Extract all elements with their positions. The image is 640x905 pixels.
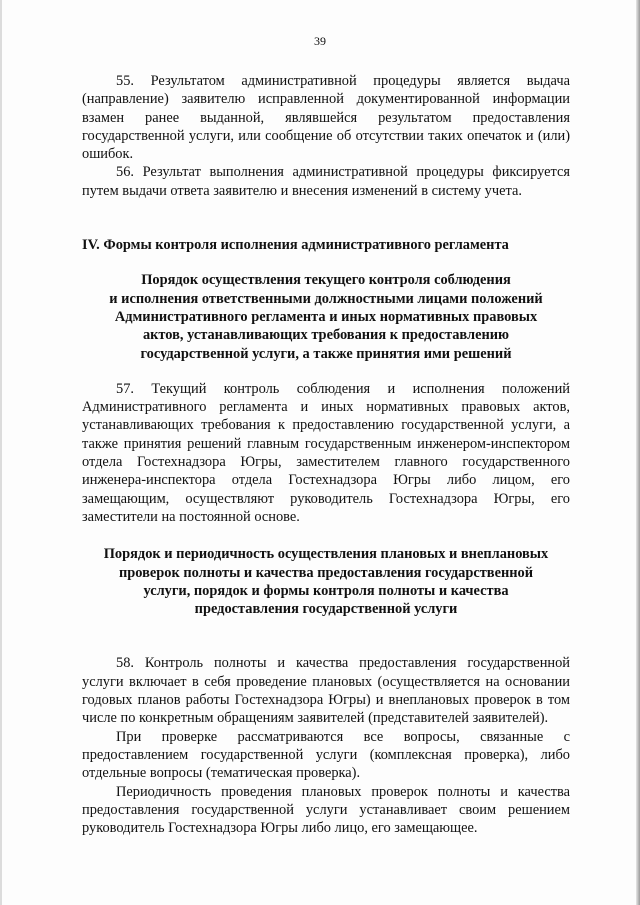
page-edge-right — [636, 0, 640, 905]
subheading-line: Порядок осуществления текущего контроля соблюдения — [141, 272, 511, 289]
subheading-line: Административного регламента и иных нормативных правовых — [114, 308, 538, 325]
paragraph-inspection-frequency: Периодичность проведения плановых проверок полноты и качества предоставления государственной услуги устанавливает своим решением руководитель Гостехнадзора Югры либо лицо, его замещающее. — [82, 783, 570, 837]
subheading-inspections — [82, 545, 570, 618]
section-heading: IV. Формы контроля исполнения административного регламента — [82, 237, 509, 254]
subheading-line: государственной услуги, а также принятия ими решений — [140, 345, 512, 362]
page-number: 39 — [314, 34, 326, 48]
paragraph-inspection-scope: При проверке рассматриваются все вопросы, связанные с предоставлением государственной услуги (комплексная проверка), либо отдельные вопросы (тематическая проверка). — [82, 728, 570, 782]
page-edge-left — [0, 0, 2, 905]
subheading-line: проверок полноты и качества предоставления государственной — [118, 564, 534, 581]
subheading-line: Порядок и периодичность осуществления плановых и внеплановых — [103, 546, 549, 563]
paragraph-55: 55. Результатом административной процедуры является выдача (направление) заявителю исправленной документированной информации взамен ранее выданной, являвшейся результатом предоставления государственной услуги, или сообщение об отсутствии таких опечаток и (или) ошибок. — [82, 73, 570, 163]
subheading-line: и исполнения ответственными должностными лицами положений — [109, 290, 543, 307]
subheading-line: услуги, порядок и формы контроля полноты и качества — [143, 582, 509, 599]
subheading-line: предоставления государственной услуги — [194, 601, 458, 618]
paragraph-58: 58. Контроль полноты и качества предоставления государственной услуги включает в себя проведение плановых (осуществляется на основании годовых планов работы Гостехнадзора Югры) и внеплановых проверок в том числе по конкретным обращениям заявителей (представителей заявителей). — [82, 655, 570, 727]
subheading-line: актов, устанавливающих требования к предоставлению — [142, 327, 510, 344]
paragraph-56: 56. Результат выполнения административной процедуры фиксируется путем выдачи ответа заявителю и внесения изменений в систему учета. — [82, 164, 570, 199]
paragraph-57: 57. Текущий контроль соблюдения и исполнения положений Административного регламента и иных нормативных правовых актов, устанавливающих требования к предоставлению государственной услуги, а также принятия решений главным государственным инженером-инспектором отдела Гостехнадзора Югры, заместителем главного государственного инженера-инспектора отдела Гостехнадзора Югры либо лицом, его замещающим, осуществляют руководитель Гостехнадзора Югры, его заместители на постоянной основе. — [82, 380, 570, 525]
subheading-current-control — [82, 271, 570, 362]
document-body — [82, 72, 570, 837]
